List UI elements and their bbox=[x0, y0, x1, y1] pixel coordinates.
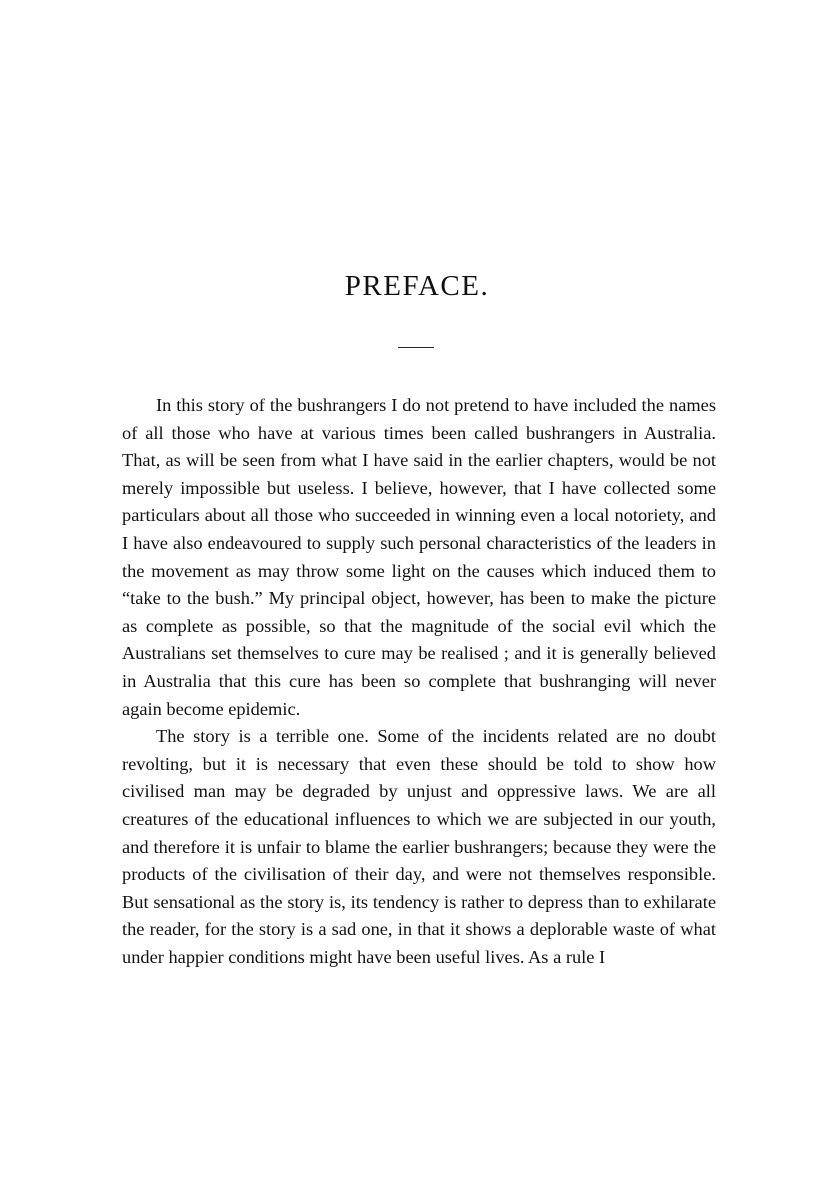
paragraph-1: In this story of the bushrangers I do not pretend to have included the names of all those who have at various times been called bushrangers in Australia. That, as will be seen from what I have said in the earlier chapters, would be not merely impossible but useless. I believe, however, that I have collected some particulars about all those who succeeded in winning even a local notoriety, and I have also endeavoured to supply such personal characteristics of the leaders in the movement as may throw some light on the causes which induced them to “take to the bush.” My principal object, however, has been to make the picture as complete as possible, so that the magnitude of the social evil which the Australians set themselves to cure may be realised ; and it is generally believed in Australia that this cure has been so complete that bushranging will never again become epidemic. bbox=[122, 395, 716, 719]
page-title: PREFACE. bbox=[344, 270, 490, 302]
preface-body bbox=[122, 392, 716, 971]
title-divider bbox=[398, 347, 434, 348]
paragraph-2: The story is a terrible one. Some of the incidents related are no doubt revolting, but it is necessary that even these should be told to show how civilised man may be degraded by unjust and oppressive laws. We are all creatures of the educational influences to which we are subjected in our youth, and therefore it is unfair to blame the earlier bushrangers; because they were the products of the civilisation of their day, and were not themselves responsible. But sensational as the story is, its tendency is rather to depress than to exhilarate the reader, for the story is a sad one, in that it shows a deplorable waste of what under happier conditions might have been useful lives. As a rule I bbox=[122, 726, 716, 967]
